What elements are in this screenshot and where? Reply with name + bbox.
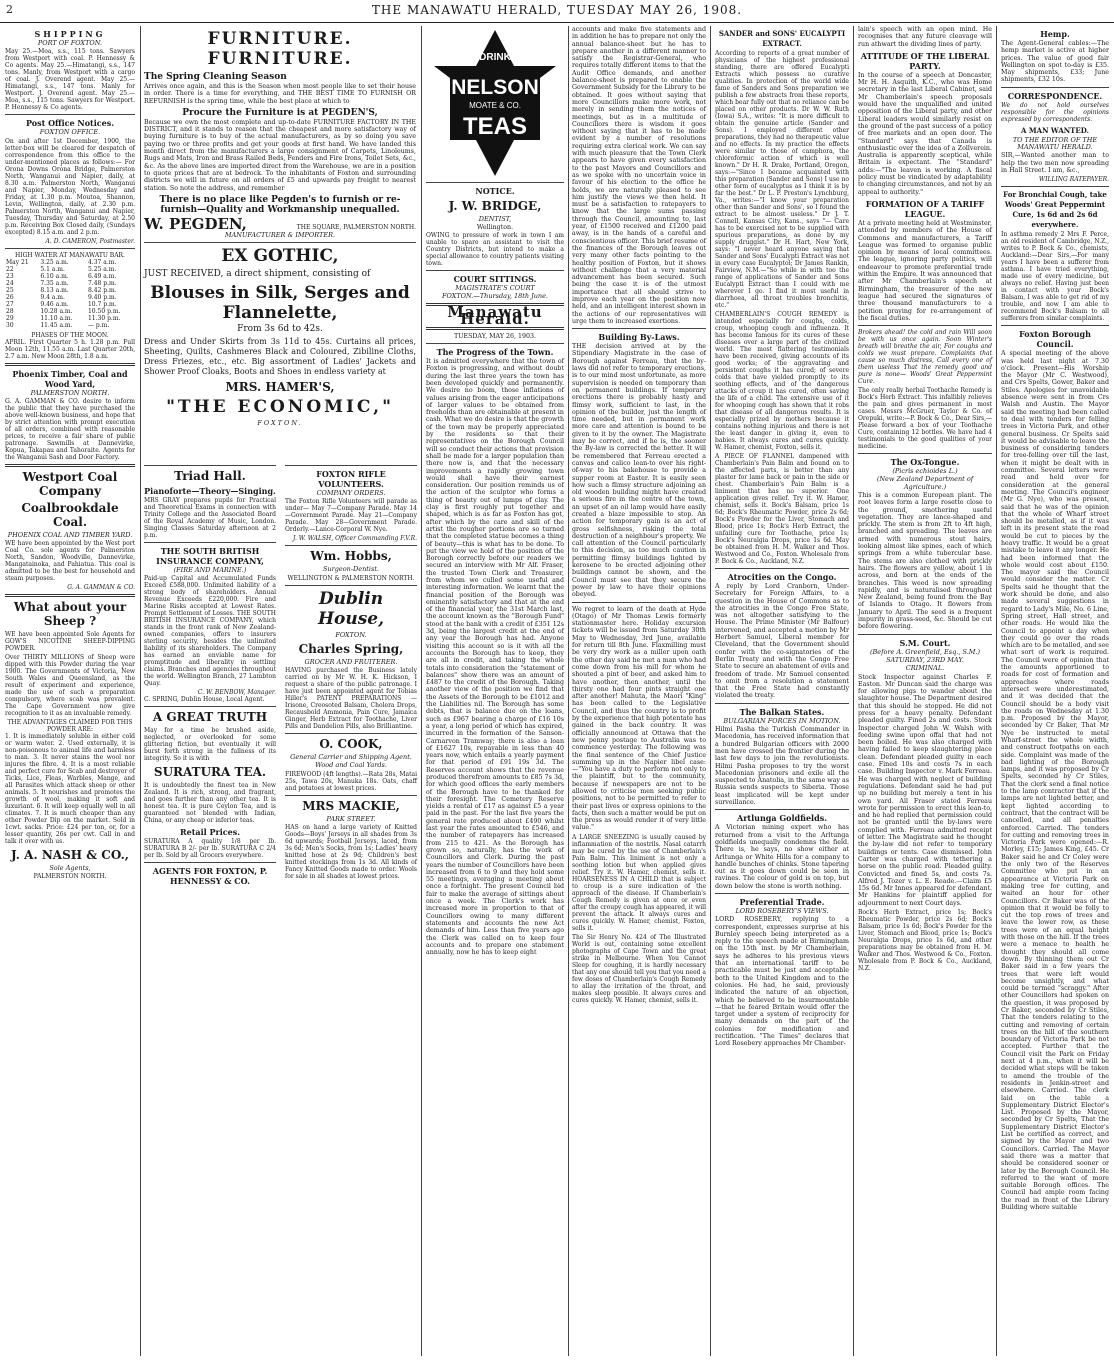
moon-text: APRIL. First Quarter 5 h. 1.28 p.m. Full Moon 12th, 11.55 a.m. Last Quarter 20th, 2.7 a.m. New Moon 28th, 1.8 a.m.	[5, 338, 135, 360]
chamberlain-text: CHAMBERLAIN'S COUGH REMEDY is intended especially for coughs, colds, croup, whooping cough and influenza. It has become famous for its cures of these diseases over a large part of the civilized world. The most flattering testimonials have been received, giving accounts of its good works; of the aggravating and persistent coughs it has cured; of severe colds that have yielded promptly to its soothing effects, and of the dangerous attacks of croup it has cured, often saving the life of a child. The extensive use of it for whooping cough has shown that it robs that disease of all dangerous results. It is especially prized by mothers because it contains nothing injurious and there is not the least danger in giving it, even to babies. It always cures and cures quickly. W. Hamer, chemist, Foxton, sells it.	[715, 311, 849, 451]
arltunga-text: A Victorian mining expert who has returned from a visit to the Arltunga goldfields unequally condemns the field. There is, he says, no show either at Arltunga or White Hills for a company to handle bunches of chinks. Stone tapering out as it goes down could be seen in ravines. The colour of gold is on top, but down below the stone is worth nothing.	[715, 824, 849, 890]
tide-cell: 3.25 a.m.	[40, 258, 69, 266]
tide-cell: 7.35 a.m.	[40, 279, 69, 287]
blouses-text: Dress and Under Skirts from 3s 11d to 45s. Curtains all prices, Sheeting, Quilts, Cashmeres Black and Coloured, Zibiline Cloths, Dress Friezes, etc., etc. Big assortment of Ladies' Jackets and Shower Proof Cloaks, Boots and Shoes in endless variety at	[144, 337, 416, 377]
rifle-text: The Foxton Rifle Volunteers will parade as under— May 7—Company Parade. May 14—Government Parade. May 21—Company Parade. May 28—Government Parade. Orderly.—Lance-Corporal W. Nye.	[285, 498, 417, 534]
balkan-heading: The Balkan States.	[739, 706, 825, 717]
westport-heading: Westport Coal Company	[22, 469, 118, 498]
herald-date: TUESDAY, MAY 26, 1903.	[453, 332, 537, 340]
economic-subheading: FOXTON.	[257, 419, 303, 428]
sheep-text-2: Over THIRTY MILLIONS of Sheep were dipped with this Powder during the year 1900. The Governments of Victoria, New South Wales and Queensland, as the result of experiment and experience, made the use of such a preparation compulsory, where scab was prevalent. The Cape Government now give recognition to it as an invaluable remedy.	[5, 654, 135, 718]
herald-heading: Manawatu Herald.	[447, 303, 543, 329]
nelson-teas: TEAS	[462, 113, 528, 140]
nash-place: PALMERSTON NORTH.	[33, 873, 107, 881]
dublin-place: FOXTON.	[335, 630, 367, 639]
benbow-signature: C. W. BENBOW, Manager.	[197, 689, 276, 697]
tide-cell: 27	[6, 300, 14, 308]
oxtongue-text: This is a common European plant. The root leaves form a large rosette close to the ground, smothering useful vegetation. They are lance-shaped and prickly. The stem is from 2ft to 4ft high, branched and spreading. The leaves are armed with numerous stout hairs, looking almost like spines, each of which springs from a white tubercular base. The stems are also clothed with prickly hairs. The flowers are yellow, about 1 in across, and born at the ends of the branches. This weed is now spreading rapidly, and is naturalised throughout New Zealand, being found from the Bay of Islands to Otago. It flowers from January to April. The seed is a frequent impurity in grass-seed, &c. Should be cut before flowering.	[858, 491, 992, 631]
nelson-co: MOATE & CO.	[469, 101, 521, 110]
tide-cell: 7.48 p.m.	[87, 279, 117, 287]
coalbrookdale-heading: Coalbrookdale Coal.	[21, 500, 119, 529]
column-7	[998, 26, 1112, 1356]
wanted-signature: WILLING RATEPAYER.	[1038, 176, 1109, 184]
sander-text: According to reports of a great number of physicians of the highest professional standing, there are offered Eucalypti Extracts which possess no curative qualities. In protection of the world wide fame of Sanders and Sons preparation we publish a few abstracts from these reports, which bear fully out that no reliance can be placed on other products. Dr W. W. Ruth (Iowa) S.A., writes: "It is more difficult to obtain the genuine article (Sander and Sons). I employed different other preparations, they had no therapeutic value and no effects. In my practice the effects were similar to those of camphora, the chloroformic action of which is well known." Dr H. R. Drake, Portland, Oregon, says:—"Since I became acquainted with this preparation (Sander and Sons) I use no other form of eucalyptus as I think it is by far the best." Dr L. P. Preston's Lynchburg, Va., writes:—"I know your preparation other than Sander and Sons', so I found the extract to be almost useless." Dr J. T. Connell, Kansas City, Kans., says "— Care has to be exercised not to be supplied with spurious preparations, as done by my supply druggist." Dr H. Hart, New York, says: "I never heard anyone saying that Sander and Sons' Eucalypti Extract was not in every case Eucalyptol; Dr James Rankin, Fairview, N.M.—"So while in with too the range of applications of Sander and Sons Eucalypti Extract than I could with me wherever I go. I find it most useful in diarrhoea, all throat troubles bronchitis, etc."	[715, 50, 849, 309]
tariff-text: At a private meeting held at Westminster, attended by members of the House of Commons and manufacturers, a Tariff League was formed to organise public opinion by means of local committees. The league, ignoring party politics, will endeavour to promote preferential trade within the Empire. It was announced that after Mr Chamberlain's speech at Birmingham, the treasurer of the new league had secured the signatures of three thousand manufacturers to a petition praying for re-arrangement of the fiscal duties.	[858, 219, 992, 322]
congo-heading: Atrocities on the Congo.	[727, 572, 837, 582]
oxtongue-heading: The Ox-Tongue.	[890, 457, 960, 468]
cook-subheading: General Carrier and Shipping Agent.	[290, 753, 412, 762]
pegden-subheading: MANUFACTURER & IMPORTER.	[224, 230, 336, 239]
mackie-text: HAS on hand a large variety of Knitted Goods—Boys' Jerseys in all shades from 3s 6d upwards; Football Jerseys, laced, from 3s 6d; Men's Socks, from 1s; Ladies' heavy knitted hose at 2s 9d; Children's best knitted stockings from 1s 3d. All kinds of Fancy Knitted Goods made to order. Wools for sale in all shades at lowest prices.	[285, 824, 417, 881]
masthead	[0, 0, 1114, 23]
tide-cell: 10.50 p.m.	[87, 307, 121, 315]
tide-cell: 4.37 a.m.	[87, 258, 117, 266]
westport-text: WE have been appointed by the West port Coal Co. sole agents for Palmerston North, Sandon, Woodville, Dannevirke, Mangatainoka, and Pahiatua. This coal is admitted to be the best for household and steam purposes.	[5, 540, 135, 583]
oxtongue-subheading-2: (New Zealand Department of Agriculture.)	[876, 475, 974, 491]
tide-cell: 10.28 a.m.	[40, 307, 73, 315]
rifle-signature: J. W. WALSH, Officer Commanding F.V.R.	[293, 535, 417, 543]
bylaws-text: THE decision arrived at by the Stipendiary Magistrate in the case of Borough against Ferreau, that the by-laws did not refer to temporary erections, is to our mind most unfortunate, as more supervision is needed on temporary than on permanent buildings. If temporary erections there is probably hasty and flimsy work, sufficient to last, in the opinion of the builder, just the length of time needed, but in permanent work more care and attention is bound to be given to it by the owner. The Magistrate may be correct, and if he is, the sooner the By-law is corrected the better. It will be remembered that Ferreau erected a canvas and calico lean-to over his right-of-way to his bakehouse to provide a supper room at Easter. It is easily seen how such a flimsy structure adjoining an old wooden building might have created a serious fire in the centre of the town, an upset of an oil lamp would have easily created a blaze impossible to stop. An action for temporary gain is an act of gross selfishness, risking the total destruction of a neighbour's property. We call attention of the Council particularly to this decision, as too much caution in permitting flimsy buildings lighted by kerosene to be erected adjoining other buildings cannot be shown, and the Council must see that they secure the power by law to have their opinions obeyed.	[572, 343, 706, 599]
advantages-heading: THE ADVANTAGES CLAIMED FOR THIS POWDER ARE:	[7, 719, 133, 734]
remedy-text: A LARGE SNEEZING is usually caused by inflammation of the nostrils. Nasal catarrh may be cured by the use of Chamberlain's Pain Balm. This liniment is not only a soothing lotion but when applied gives relief. Try it. W. Hamer, chemist, sells it. HOARSENESS IN A CHILD that is subject to croup is a sure indication of the approach of the disease. If Chamberlain's Cough Remedy is given at once or even after the croupy cough has appeared, it will prevent the attack. It always cures and cures quickly. W. Hamer, chemist, Foxton, sells it.	[572, 833, 706, 932]
rosebery-continued-text: lain's speech with an open mind. He recognises that any future cleavage will run athwart the dividing lines of party.	[858, 26, 992, 48]
rosebery-text: LORD ROSEBERY, replying to a correspondent, expresses surprise at his Burnley speech being interpreted as a reply to the speech made at Birmingham on the 15th inst. by Mr Chamberlain, says he adheres to his previous views that an international tariff to be practicable must be just and acceptable both to the United Kingdom and to the colonies. He had, he said, previously indicated the nature of an objection, which he believed to be insurmountable—that he feared Britain would offer the target under a system of reciprocity for many demands on the part of the colonies for modification and rectification. "The Times" declares that Lord Rosebery approaches Mr Chamber-	[715, 916, 849, 1048]
procure-heading: Procure the Furniture is at PEGDEN'S,	[182, 107, 378, 118]
mackie-heading: MRS MACKIE,	[302, 798, 400, 813]
triad-heading: Triad Hall.	[174, 469, 246, 483]
hamer-name: MRS. HAMER'S,	[225, 380, 335, 395]
gray-text: MRS GRAY prepares pupils for Practical and Theoretical Exams in connection with Trinity College and the Associated Board of the Royal Academy of Music, London. Singing Classes Saturday afternoon at 2 p.m.	[144, 497, 276, 539]
column-4	[569, 26, 709, 1356]
column-2-right	[282, 462, 420, 1356]
tide-cell: 25	[6, 286, 14, 294]
column-divider	[710, 26, 711, 1356]
rifle-heading: FOXTON RIFLE VOLUNTEERS.	[316, 469, 386, 489]
tide-row	[5, 266, 135, 273]
nelson-teas-logo	[430, 28, 560, 178]
mackie-subheading: PARK STREET.	[326, 814, 376, 823]
remedy-text-2: The Sir Henry No. 424 of The Illustrated World is out, containing some excellent photographs of Cape Town and the great strike in Melbourne. When You Cannot Sleep for coughing, it is hardly necessary that any one should tell you that you need a few doses of Chamberlain's Cough Remedy to allay the irritation of the throat, and makes sleep possible. It always cures and cures quickly. W. Hamer, chemist, sells it.	[572, 933, 706, 1004]
piano-heading: Pianoforte—Theory—Singing.	[144, 486, 276, 496]
tide-cell: 6.49 a.m.	[87, 272, 117, 280]
tide-cell: 5.25 a.m.	[87, 265, 117, 273]
procure-text: Because we own the most complete and up-to-date FURNITURE FACTORY IN THE DISTRICT, and it stands to reason that the cheapest and more satisfactory way of buying furniture is to buy of the actual manufacturers, as by so doing you save paying two or three profits and get your goods at first hand. We have landed this month direct from the manufacturers a large consignment of Carpets, Linoleums, Rugs and Mats, Iron and Brass Railed Beds, Fenders and Fire Irons, Toilet Sets, &c., &c. As the above lines are imported direct from the Warehouse, we are in a position to quote prices that are at bedrock. To the inhabitants of Foxton and surrounding districts we will in future on all orders of £5 and upwards pay freight to nearest station. So note the address, and remember	[144, 118, 416, 192]
court-subheading-2: FOXTON.—Thursday, 18th June.	[441, 291, 548, 300]
tide-row	[5, 287, 135, 294]
wanted-text: SIR,—Wanted another man to help the two men now spreading in Hall Street. I am, &c.,	[1001, 152, 1109, 174]
tide-cell: 28	[6, 307, 14, 315]
tide-cell: May 21	[6, 258, 29, 266]
rosebery-subheading: LORD ROSEBERY'S VIEWS.	[735, 906, 829, 915]
tide-cell: 11.10 a.m.	[40, 314, 73, 322]
wanted-heading: A MAN WANTED.	[1021, 125, 1089, 135]
spring-signature: C. SPRING, Dublin House, Local Agent.	[144, 696, 265, 704]
tide-cell: 9.40 p.m.	[87, 293, 117, 301]
hemp-text: The Agent-General cables:—The hemp market is active at higher prices. The value of good fair Wellington on spot to-day is £35. May shipments, £33; June shipments, £32 10s.	[1001, 40, 1109, 84]
bridge-subheading: DENTIST,	[478, 215, 512, 223]
tide-cell: 29	[6, 314, 14, 322]
wanted-subheading: TO THE EDITOR OF THE MANAWATU HERALD.	[1012, 135, 1098, 152]
page-number: 2	[6, 3, 14, 16]
pegden-address: THE SQUARE, PALMERSTON NORTH.	[296, 223, 416, 231]
sheep-heading: What about your Sheep ?	[13, 600, 127, 629]
bridge-place: Wellington.	[476, 224, 514, 232]
balkan-text: Hilmi Pasha the Turkish Commander in Macedonia, has received information that a hundred Bulgarian officers with 2000 men have crossed the frontier during the last few days to join the revolutionists. Hilmi Pasha proposes to try the worst Macedonian prisoners and exile all the suspected to Anatolia, in the same way as Russia sends suspects to Siberia. Those least implicated will be kept under surveillance.	[715, 726, 849, 807]
insurance-text: Paid-up Capital and Accumulated Funds Exceed £588,000. Unlimited liability of a strong body of shareholders. Annual Revenue Exceeds £220,000. Fire and Marine Risks accepted at Lowest Rates. Prompt Settlement of Losses. THE SOUTH BRITISH INSURANCE COMPANY, which stands in the front rank of New Zealand-owned companies, offers to insurers sterling security, besides the unlimited liability of its shareholders. The Company has earned an enviable name for promptitude and liberality in settling claims. Branches and agencies throughout the world. Wellington Branch, 27 Lambton Quay.	[144, 575, 276, 688]
spring-cleaning-text: Arrives once again, and this is the Season when most people like to set their house in order. There is a time for everything, and THE BEST TIME TO FURNISH OR REFURNISH is the spring time, while the best place at which to	[144, 83, 416, 105]
tide-cell: 6.10 a.m.	[40, 272, 69, 280]
oxtongue-subheading: (Picris echioides L.)	[892, 467, 958, 476]
sheep-text: WE have been appointed Sole Agents for GOW'S NICOTINE SHEEP-DIPPING POWDER.	[5, 631, 135, 653]
tide-heading: HIGH WATER AT MANAWATU BAR.	[15, 251, 125, 259]
nash-heading: J. A. NASH & CO.,	[11, 848, 129, 863]
star-icon	[430, 28, 560, 178]
truth-heading: A GREAT TRUTH	[152, 710, 268, 725]
progress-heading: The Progress of the Town.	[436, 347, 554, 358]
tide-row	[5, 308, 135, 315]
insurance-heading: THE SOUTH BRITISH INSURANCE COMPANY,	[156, 546, 264, 566]
post-office-subheading: FOXTON OFFICE.	[39, 128, 101, 137]
sm-court-heading: S.M. Court.	[899, 637, 951, 648]
court-heading: COURT SITTINGS.	[453, 273, 537, 284]
newspaper-title: THE MANAWATU HERALD, TUESDAY MAY 26, 1908.	[371, 3, 743, 17]
cook-heading: O. COOK,	[319, 737, 383, 752]
pegden-name: W. PEGDEN,	[144, 214, 247, 233]
arltunga-heading: Artlunga Goldfields.	[737, 813, 827, 824]
tide-cell: 9.4 a.m.	[40, 293, 65, 301]
correspondence-heading: CORRESPONDENCE.	[1007, 90, 1103, 101]
column-divider	[421, 26, 422, 1356]
insurance-subheading: (FIRE AND MARINE.)	[173, 566, 247, 574]
tide-row	[5, 280, 135, 287]
column-5	[712, 26, 852, 1356]
cook-subheading-2: Wood and Coal Yards.	[315, 761, 387, 770]
tide-row	[5, 301, 135, 308]
moon-heading: PHASES OF THE MOON.	[31, 331, 109, 339]
correspondence-note: We do not hold ourselves responsible for the opinions expressed by correspondents.	[1001, 101, 1109, 123]
hobbs-place: WELLINGTON & PALMERSTON NORTH.	[287, 574, 415, 582]
phoenix-text: G. A. GAMMAN & CO. desire to inform the public that they have purchased the above well-known business, and hope that by strict attention with prompt execution of all orders, combined with reasonable prices, to receive a fair share of public patronage. Sawmills at Dannevirke, Kopua, Takapau and Tahoraite. Agents for the Wanganui Sash and Door Factory.	[5, 397, 135, 461]
column-2-left	[141, 462, 279, 1356]
council-heading: Foxton Borough Council.	[1019, 329, 1091, 350]
tide-cell: 24	[6, 279, 14, 287]
no-place-heading: There is no place like Pegden's to furnish or re-furnish—Quality and Workmanship unequalled.	[159, 194, 401, 215]
progress-continued-text: accounts and make five statements and in addition he has to prepare not only the annual balance-sheet but he has to prepare another in a different manner to satisfy the Registrar-General, who requires totally different items to that the Audit Office demands, and another balance-sheet is prepared to enable the Government Subsidy for the Library to be obtained. It goes without saying that more Councillors make more work, not merely in sending them the notices of meetings, but as in a multitude of Councillors there is wisdom it goes without saying that it has to be made evident by a number of resolutions requiring extra clerical work. We can say with much pleasure that the Town Clerk appears to have given every satisfaction to the past Mayors and Councillors and as we spoke with no uncertain voice in favour of his election to the office he holds, we are naturally pleased to see him justify the views we then held. It must be a satisfaction to ratepayers to know that the large sums passing through the Council, amounting to, last year, of £1500 received and £1200 paid away, is in the hands of a careful and conscientious officer. This brief resume of the finances of the Borough leaves out very many other facts pointing to the healthy position of Foxton, but it shows without challenge that a very material advancement has been secured. Such being the case it is of the utmost importance that all should strive to improve each year on the position now held, and an intelligent interest shown in the actions of our representatives will urge them to increased exertions.	[572, 26, 706, 325]
tide-cell: 26	[6, 293, 14, 301]
column-2-top	[141, 26, 419, 456]
rifle-subheading: COMPANY ORDERS.	[316, 489, 386, 497]
column-divider	[996, 26, 997, 1356]
column-1	[2, 26, 138, 1356]
attitude-heading: ATTITUDE OF THE LIBERAL PARTY.	[860, 50, 990, 71]
suratura-text: It is undoubtedly the finest tea in New Zealand. It is rich, strong, and fragrant, and goes further than any other tea. It is honest tea. It is pure Ceylon Tea, and is guaranteed not blended with Indian, China, or any cheap or inferior teas.	[144, 782, 276, 825]
bronchial-text: In asthma remedy 2 Mrs F. Perce, an old resident of Cambridge, N.Z., writes to P. Bock & Co., chemists, Auckland:—Dear Sirs,—For many years I have been a sufferer from asthma. I have tried everything, made use of every medicine, but always no relief. Having just been in contact with your Bock's Balsam, I was able to get rid of my trouble, and now I am able to recommend Bock's Balsam to all sufferers from similar complaints.	[1001, 231, 1109, 323]
tide-table	[5, 259, 135, 329]
spring-heading: Charles Spring,	[298, 641, 404, 656]
sander-heading: SANDER and SONS' EUCALYPTI EXTRACT.	[718, 29, 846, 48]
progress-text: It is admitted everywhere that the town of Foxton is progressing, and without doubt during the last three years the town has been developed quickly and permanently. We desire no boom, those inflations of values arising from the eager anticipations of larger values to be obtained from freeholds than are obtainable at present in cash. What we do desire is that the growth of the town may be properly appreciated by the residents so that their representatives on the Borough Council will so conduct their actions that provision shall be made for a larger population than there now is, and that the necessary improvements a rapidly growing town would shall have their earnest consideration. Our position reminds us of the action of the sculptor who forms a thing of beauty out of lumps of clay. The clay is first roughly put together and shaped, which is as far as Foxton has got, after which by the care and skill of the artist the rougher portions are so turned that the completed statue becomes a thing of beauty—this is what has to be done. To put the view we hold of the position of the Borough correctly before our readers we secured an interview with Mr Alf. Fraser, the trusted Town Clerk and Treasurer, from whom we culled some useful and interesting information. We learnt that the financial position of the Borough was eminently satisfactory and that at the end of the financial year, the 31st March last, the account known as the "Borough Fund" stood at the bank with a credit of £351 12s 3d, being the largest credit at the end of any year the Borough has had. Anyone visiting this account so is it with all the accounts the Borough has to keep, they are all in credit, and taking the whole totals into consideration the "statement of balances" show there was an amount of £487 to the credit of the Borough. Taking another view of the position we find that the Assets of the Borough to be £1012 and the Liabilities nil. The Borough has some debts, that is balance due on the loans, such as £967 bearing a charge of £16 10s a year, a long period of which has expired, incurred in the formation of the Sanson-Carnarvon Tramway; there is also a loan of £1627 10s, repayable in less than 40 years now, which entails a yearly payment for that period of £91 19s 3d. The Reserves account shows that the revenue produced therefrom amounts to £85 7s 3d, for which good offices the early members of the Borough have to be thanked for their foresight. The Cemetery Reserve yields a rental of £17 as against £5 a year paid in the past. For the last five years the general rate produced about £490 whilst last year the rates amounted to £546, and the number of ratepayers has increased from 215 to 421. As the Borough has grown so, naturally, has the work of Councillors and Clerk. During the past years the number of Councillors have been increased from 6 to 9 and they hold some 55 meetings, averaging a meeting about once a fortnight. The present Council bid fair to make the average of sittings about once a week. The Clerk's work has increased more in proportion to that of Councillors owing to many different statements and accounts the new Act demands of him. Less than five years ago the Clerk was called on to keep four accounts and to prepare one statement annually, now he has to keep eight	[426, 358, 564, 957]
economic-heading: "THE ECONOMIC,"	[166, 397, 394, 418]
retail-text: SURATURA A quality 1/8 per lb. SURATURA B 2/- per lb. SURATURA C 2/4 per lb. Sold by all Grocers everywhere.	[144, 838, 276, 860]
post-office-heading: Post Office Notices.	[25, 118, 115, 129]
shipping-text: May 25.—Moa, s.s., 115 tons. Sawyers from Westport with coal. P. Hennessy & Co agents. May 25.—Himatangi, s.s., 147 tons. Manly, from Westport with a cargo of coal. J. Overend agent. May 25.—Himatangi, s.s., 147 tons. Manly for Westport. J. Overend agent. May 25.—Moa, s.s., 115 tons. Sawyers for Westport. P. Hennessy & Co agents.	[5, 48, 135, 112]
court-subheading: MAGISTRATE'S COURT	[455, 283, 535, 292]
toothache-text: The only really herbal Toothache Remedy is Bock's Herb Extract. This infallibly relieves the pain and gives permanent in most cases. Messrs McGruer, Taylor & Co. of Orepuki, write:—P. Bock & Co., Dear Sirs,—Please forward a box of your Toothache Cure, containing 12 bottles. We have had 4 testimonials to the good qualities of your medicine.	[858, 387, 992, 451]
bridge-text: OWING to pressure of work in town I am unable to spare an assistant to visit the Country Districts, but intend to make a special allowance to country patients visiting town.	[426, 231, 564, 267]
tide-cell: 23	[6, 272, 14, 280]
hobbs-subheading: Surgeon-Dentist.	[323, 565, 379, 574]
tide-row	[5, 322, 135, 329]
blouses-heading: Blouses in Silk, Serges and Flannelette,	[150, 283, 410, 324]
ex-gothic-heading: EX GOTHIC,	[221, 246, 339, 267]
hobbs-heading: Wm. Hobbs,	[310, 549, 392, 564]
column-6	[855, 26, 995, 1356]
tide-cell: 8.13 a.m.	[40, 286, 69, 294]
bronchial-heading: For Bronchial Cough, take Woods' Great Peppermint Cure, 1s 6d and 2s 6d everywhere.	[1003, 190, 1107, 230]
retail-heading: Retail Prices.	[180, 827, 240, 838]
tide-cell: 5.1 a.m.	[40, 265, 65, 273]
dublin-heading: Dublin House,	[317, 588, 385, 629]
tide-cell: 11.45 a.m.	[40, 321, 73, 329]
news-items-text: We regret to learn of the death at Hyde (Otago) of Mr Thomas Lewis formerly stationmaster here. Holiday excursion tickets will be issued from Saturday 30th May to Wednesday, 3rd June, available for return till 8th June. Flaxmilling must be very dry work as a miller upon oath the other day said he met a man who had come down from his mill for whom he shouted a pint of beer, and asked him to have another, then another, until the thirsty one had four pints straight one after another! Mahuta, the Maori "King" has been called to the Legislative Council, and thus the country is to profit by the experience that high potentate has gained in the back country. It was officially announced at Ottawa that the new penny postage to Australia was to commence yesterday. The following was the final sentence of the Chief Justice summing up in the Napier libel case:—"You have a duty to perform not only to the plaintiff, but to the community, because if newspapers are not to be allowed to criticise men seeking public positions, not to be permitted to refer to their past lives or express opinions to the facts, then such a matter would be put on the press as would render it of very little value."	[572, 605, 706, 832]
balkan-subheading: BULGARIAN FORCES IN MOTION.	[723, 716, 841, 725]
nelson-drink: DRINK	[479, 52, 511, 63]
tide-row	[5, 273, 135, 280]
tide-row	[5, 294, 135, 301]
post-office-signature: A. D. CAMERON, Postmaster.	[45, 237, 135, 245]
tide-cell: 22	[6, 265, 14, 273]
spring-cleaning-heading: The Spring Cleaning Season	[144, 72, 287, 82]
flannel-text: A PIECE OF FLANNEL dampened with Chamberlain's Pain Balm and bound on to the affected parts, is better than any plaster for lame back or pain in the side or chest. Chamberlain's Pain Balm is a liniment that has no superior. One application gives relief. Try it. W. Hamer, chemist, sells it. Bock's Balsam, price 1s 6d; Bock's Rheumatic Powder, price 2s 6d; Bock's Powder for the Liver, Stomach and Blood, price 1s; Bock's Herb Extract, the unfailing cure for Toothache, price 1s; Bock's Neuralgia Drops, price 1s 6d. May be obtained from H. M. Walker and Thos. Westwood and Co., Foxton. Wholesale from P. Bock & Co., Auckland, N.Z.	[715, 453, 849, 565]
tide-cell: — p.m.	[87, 321, 110, 329]
spring-text: HAVING purchased the Business lately carried on by Mr W. H. K. Hickson, I request a share of the public patronage. I have just been appointed agent for Tobias Hiller's PATENT PREPARATIONS — Irisone, Creosoted Balsam, Cholera Drops, Recausbold Ammonia, Pain Cure, Jamaica Ginger, Herb Extract for Toothache, Liver Pills and Dandelion Pills, also Brilliantine.	[285, 667, 417, 731]
preferential-heading: Preferential Trade.	[739, 896, 825, 907]
furniture-heading: FURNITURE. FURNITURE.	[207, 29, 353, 69]
sm-court-text: Stock Inspector against Charles F. Easton. Mr Duncan said the charge was for allowing pigs to wander about the slaughter house. The Department desired that this should be stopped. He did not press for a heavy penalty. Defendant pleaded guilty. Fined 2s and costs. Stock Inspector charged John W. Walsh with feeding swine upon offal that had not been boiled. He was also charged with having failed to keep slaughtering place clean. Defendant pleaded guilty in each case. Fined 10s and costs 7s in each case. Building Inspector v. Mark Ferreau. He was charged with neglect of building regulations. Defendant said he had put up no building but merely a tent in his own yard. All Fraser stated Ferreau wrote for permission to erect this lean-to, and he had replied that permission could not be granted until the by-laws were complied with. Ferreau admitted receipt of letter. The Magistrate said he thought the by-law did not refer to temporary buildings or tents. Case dismissed. John Carter was charged with tethering a horse on the public road. Pleaded guilty. Convicted and fined 5s, and costs 7s. Alfred J. Tozer v. L. E. Reade.—Claim £5 15s 6d. Mr Innes appeared for defendant. Mr Hankins for plaintiff applied for adjournment to next Court days.	[858, 673, 992, 907]
cook-text: FIREWOOD (4ft lengths).—Rata 28s, Matai 25s, Tawa 20s, Manuka 18s. Oats, chaff and potatoes at lowest prices.	[285, 770, 417, 792]
tide-row	[5, 315, 135, 322]
spring-subheading: GROCER AND FRUITERER.	[304, 657, 398, 666]
sm-court-criminal: CRIMINAL.	[905, 664, 945, 673]
phoenix-subheading: PALMERSTON NORTH.	[30, 388, 110, 397]
bylaws-heading: Building By-Laws.	[598, 332, 680, 343]
suratura-heading: SURATURA TEA.	[153, 765, 267, 780]
blouses-price: From 3s 6d to 42s.	[237, 324, 323, 335]
column-divider	[853, 26, 854, 1356]
nash-subheading: Sole Agents,	[49, 864, 91, 873]
post-office-text: On and after 1st December, 1900, the letter-box will be cleared for despatch of correspondence from this office to the under-mentioned places as follows:— For Orona Downs Orona Bridge, Palmerston North, Wanganui and Napier, daily, at 8.30 a.m. Palmerston North, Wanganui and Napier, Monday, Wednesday and Friday, at 1.30 p.m. Moutoa, Shannon, Levin, Wellington, daily, at 2.30 p.m. Palmerston North, Wanganui and Napier, Tuesday, Thursday and Saturday, at 2.50 p.m. Receiving Box Closed daily, (Sundays excepted) 8.15 a.m. and 2 p.m.	[5, 137, 135, 236]
congo-text: A reply by Lord Cranborn, Under-Secretary for Foreign Affairs, to a question in the House of Commons as to the atrocities in the Congo Free State, was not altogether satisfying to the House. The Prime Minister (Mr Balfour) intervened, and accepted a motion by Mr Herbert Samuel, Liberal member for Cleveland, that the Government should confer with the co-signatories of the Berlin Treaty and with the Congo Free State to secure an abatement of evils and freedom of trade. Mr Samuel consented to omit from a resolution a statement that the Free State had constantly violated the treaty.	[715, 583, 849, 700]
notice-heading: NOTICE.	[475, 186, 515, 196]
tide-row	[5, 259, 135, 266]
shipping-heading: SHIPPING	[34, 29, 106, 39]
advantages-text: 1. It is immediately soluble in either cold or warm water. 2. Used externally, it is non-poisonous to animal life and harmless to man. 3. It never stains the wool nor injures the fibre. 4. It is a most reliable and perfect cure for Scab and destroyer of Ticks, Lice, Fleas, Warbles, Mange, and all Parasites which attack sheep or other animals. 5. It nourishes and promotes the growth of wool, making it soft and luxuriant. 6. It will keep equally well in all climates. 7. It is much cheaper than any other Powder Dip on the market. Sold in 1cwt. sacks. Price: £24 per ton, or, for a lesser quantity, 26s per cwt. Call in and talk it over with us.	[5, 733, 135, 846]
ex-gothic-text: JUST RECEIVED, a direct shipment, consisting of	[144, 269, 371, 280]
tariff-heading: FORMATION OF A TARIFF LEAGUE.	[865, 198, 985, 219]
poem-text: Brokers ahead! the cold and rain Will soon be with us once again. Soon Winter's breath will breathe the air, For coughs and colds we must prepare. Complaints that cause so much distress, Call every one of them useless That the remedy good and pure is none— Woods' Great Peppermint Cure.	[858, 329, 992, 386]
column-3	[423, 26, 567, 1356]
truth-text: May for a time be brushed aside, neglected, or overlooked for some glittering fiction, but eventually it will burst forth strong in the fullness of its integrity. So it is with	[144, 727, 276, 763]
phoenix-heading: Phoenix Timber, Coal and Wood Yard,	[12, 368, 128, 389]
westport-signature: G. A. GAMMAN & CO.	[67, 584, 135, 592]
tide-cell: 8.42 p.m.	[87, 286, 117, 294]
council-text: A special meeting of the above was held last night at 7.30 o'clock. Present—His Worship the Mayor (Mr C. Westwood), and Crs Spelts, Gower, Baker and Stiles. Apologies for unavoidable absence were sent in from Crs Walsh and Austin. The Mayor said the meeting had been called to deal with tenders for felling trees in Victoria Park, and other general business. Cr Spelts said it would be advisable to leave the business of considering tenders for tree-felling over till the last, when it might be dealt with in committee. Several letters were read and held over for consideration at the general meeting. The Council's engineer (Mr G. Nye), who was present, said that he was of the opinion that the whole of Wharf street should be metalled, as if it was left in its present state the road would be cut to pieces by the heavy traffic. It would be a great mistake to leave it any longer. He had been informed that the whole would cost about £150. The mayor said the Council would consider the matter. Cr Spelts said he thought that the work should be done, and also made several suggestions in regard to Lady's Mile, No. 6 Line, Spring street, Hall street, and other roads. He would like the Council to appoint a day when they could go over the roads which are to be metalled, and see what sort of work is required. The Council were of opinion that the amounts apportioned to roads for cost of formation and approaches where roads intersect were underestimated, and it was decided that the Council should be a body visit the roads on Wednesday at 1.30 p.m. Proposed by the Mayor, seconded by Cr Baker, That Mr Nye be instructed to metal Wharf-street the whole width, and construct footpaths on each side. Complaint was made of the bad lighting of the Borough lamps, and it was proposed by Cr Spelts, seconded by Cr Stiles, That the clerk send a final notice to the lamp contractor that if the lamps are not lighted better, and kept lighted according to contract, that the contract will be cancelled, and all penalties enforced. Carried. The tenders for cutting and removing trees in Victoria Park were opened:—R. Morley, £15; James King, £45. Cr Baker said he and Cr Coley were the only two of the Reserves Committee who put in an appearance at Victoria Park on making tree for cutting, and waited an hour for other Councillors. Cr Baker was of the opinion that it would be folly to cut the top rows of trees and leave the lower row, as these trees were of an equal height with those on the hill. If the trees were a menace to health he thought they should all come down. By thinning them out Cr Baker said in a few years the trees that were left would become unsightly, and what could be termed "scraggy." After other Councillors had spoken on the question, it was proposed by Cr Baker, seconded by Cr Stiles, That the tenders relating to the cutting and removing of certain trees on the hill of the southern boundary of Victoria Park be not accepted. Further that the Council visit the Park on Friday next at 4 p.m., when it will be decided what steps will be taken to amend the trouble of the residents in Jenkin-street and elsewhere. Carried. The clerk laid on the table a Supplementary District Elector's List. Proposed by the Mayor, seconded by Cr Spelts, That the Supplementary District Elector's List be certified as correct, and signed by the Mayor and two Councillors. Carried. The Mayor said there was a matter that should be considered sooner or later by the Borough Council. He referred to the want of more suitable Borough offices. The Council had ample room facing the road in front of the Library Building where suitable	[1001, 350, 1109, 1211]
bock-text: Bock's Herb Extract, price 1s; Bock's Rheumatic Powder, price 2s 6d; Bock's Balsam, price 1s 6d; Bock's Powder for the Liver, Stomach and Blood, price 1s; Bock's Neuralgia Drops, price 1s 6d, and other preparations may be obtained from H. M. Walker and Thos. Westwood & Co., Foxton. Wholesale from P. Bock & Co., Auckland, N.Z.	[858, 909, 992, 973]
nelson-name: NELSON	[451, 76, 539, 99]
bridge-heading: J. W. BRIDGE,	[448, 199, 542, 213]
tide-cell: 9.46 a.m.	[40, 300, 69, 308]
tide-cell: 30	[6, 321, 14, 329]
phoenix-coal-subheading: PHOENIX COAL AND TIMBER YARD.	[7, 530, 133, 539]
sm-court-subheading: (Before A. Greenfield, Esq., S.M.)	[869, 647, 981, 656]
agents-heading: AGENTS FOR FOXTON, P. HENNESSY & CO.	[152, 866, 268, 887]
sm-court-date: SATURDAY, 23RD MAY.	[886, 655, 964, 664]
shipping-subheading: PORT OF FOXTON.	[37, 39, 103, 47]
attitude-text: In the course of a speech at Doncaster, Mr H. H. Asquith, K.C., who was Home secretary in the last Liberal Cabinet, said Mr Chamberlain's speech proposals would have the unqualified and united opposition of the Liberal party, and other Liberal leaders would similarly resist on the ground of the past success of a policy of free markets and an open door. The "Standard" says that Canada is enthusiastic over the idea of a Zollverein. Australia is apparently sceptical, while Britain is expectant. The "Standard" adds:—"The leaven is working. A fiscal policy must be vindicated by adaptability to changing circumstances, and not by an appeal to authority."	[858, 71, 992, 196]
hemp-heading: Hemp.	[1040, 29, 1070, 39]
tide-cell: 11.30 p.m.	[87, 314, 121, 322]
tide-cell: 10.7 p.m.	[87, 300, 117, 308]
